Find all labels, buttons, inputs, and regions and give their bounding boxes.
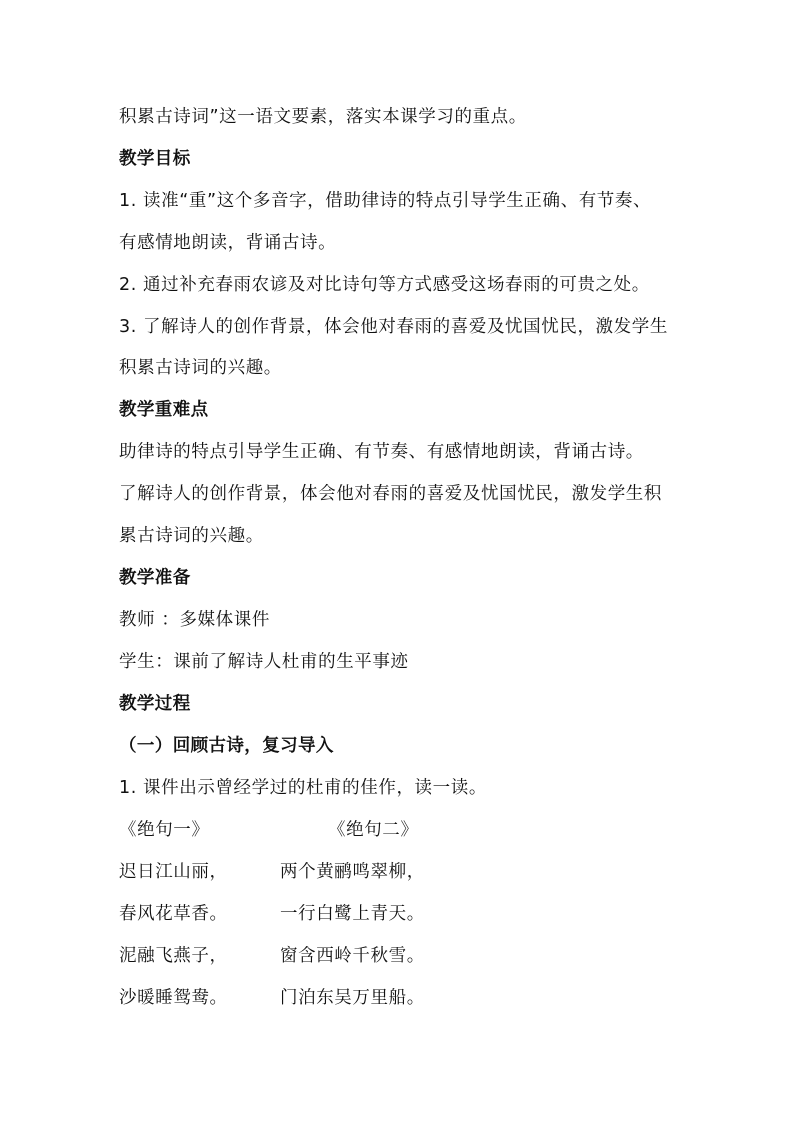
poem-line-row (119, 902, 679, 926)
goal-item-1-line-1: 1. 读准“重”这个多音字，借助律诗的特点引导学生正确、有节奏、 (119, 191, 652, 211)
poem-line-row (119, 944, 679, 968)
goal-item-1-line-2: 有感情地朗读，背诵古诗。 (119, 233, 337, 253)
preparation-heading: 教学准备 (119, 568, 191, 588)
goals-heading: 教学目标 (119, 149, 191, 169)
preparation-student: 学生：课前了解诗人杜甫的生平事迹 (119, 652, 409, 672)
key-points-line-3: 累古诗词的兴趣。 (119, 526, 264, 546)
poem-a-line: 迟日江山丽， (119, 862, 228, 882)
poem-a-line: 泥融飞燕子， (119, 946, 228, 966)
key-points-line-1: 助律诗的特点引导学生正确、有节奏、有感情地朗读，背诵古诗。 (119, 442, 644, 462)
poem-titles-row (119, 818, 679, 842)
poem-b-line: 一行白鹭上青天。 (280, 904, 425, 924)
poem-b-line: 窗含西岭千秋雪。 (280, 946, 425, 966)
poem-a-title: 《绝句一》 (119, 820, 210, 840)
poem-b-title: 《绝句二》 (328, 820, 419, 840)
preparation-teacher: 教师 ：多媒体课件 (119, 610, 270, 630)
goal-item-3-line-2: 积累古诗词的兴趣。 (119, 358, 282, 378)
goal-item-3-line-1: 3. 了解诗人的创作背景，体会他对春雨的喜爱及忧国忧民，激发学生 (119, 317, 668, 337)
process-heading: 教学过程 (119, 694, 191, 714)
goal-item-2: 2. 通过补充春雨农谚及对比诗句等方式感受这场春雨的可贵之处。 (119, 275, 650, 295)
key-points-heading: 教学重难点 (119, 400, 209, 420)
poem-line-row (119, 986, 679, 1010)
poem-line-row (119, 860, 679, 884)
poem-b-line: 门泊东吴万里船。 (280, 988, 425, 1008)
intro-line: 积累古诗词”这一语文要素，落实本课学习的重点。 (119, 107, 527, 127)
process-step-1: 1. 课件出示曾经学过的杜甫的佳作，读一读。 (119, 778, 487, 798)
section-1-heading: （一）回顾古诗，复习导入 (119, 736, 334, 756)
key-points-line-2: 了解诗人的创作背景，体会他对春雨的喜爱及忧国忧民，激发学生积 (119, 484, 662, 504)
poem-a-line: 春风花草香。 (119, 904, 228, 924)
poem-b-line: 两个黄鹂鸣翠柳， (280, 862, 425, 882)
poem-a-line: 沙暖睡鸳鸯。 (119, 988, 228, 1008)
